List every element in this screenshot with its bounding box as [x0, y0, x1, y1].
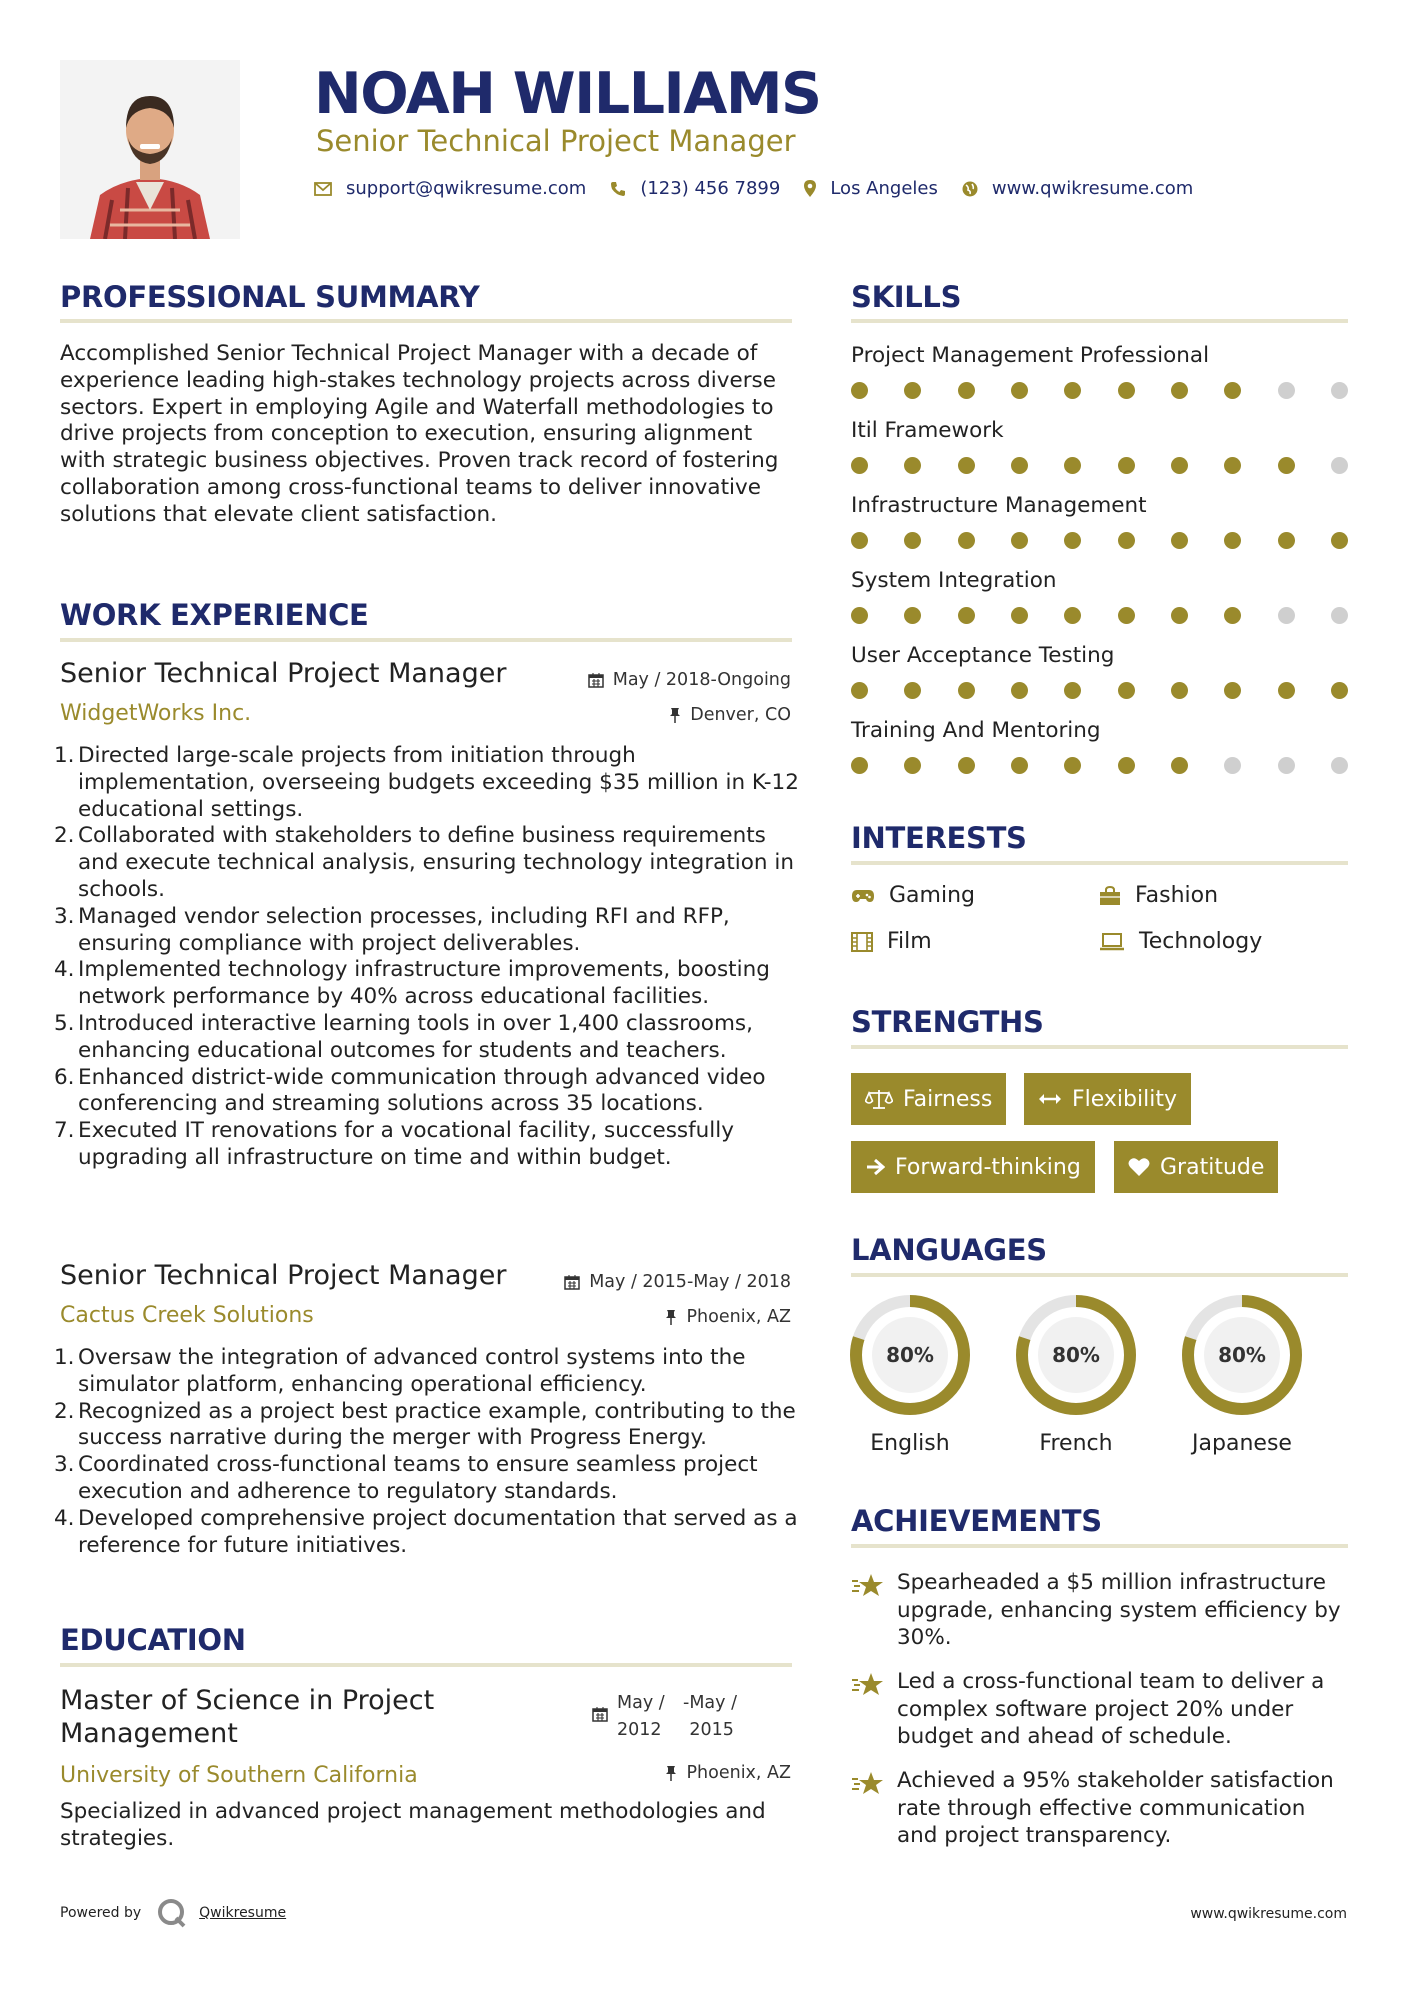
job-dates [564, 1272, 791, 1292]
company-name: WidgetWorks Inc. [60, 701, 252, 726]
date-separator-dash: - [683, 1693, 690, 1713]
rating-dot-filled [1118, 457, 1135, 474]
rating-dot-filled [958, 757, 975, 774]
list-item: 2. Recognized as a project best practice example, contributing to the success narrative during the merger with Progress Energy. [54, 1398, 796, 1451]
rating-dot-filled [1224, 607, 1241, 624]
list-item: 6. Enhanced district-wide communication through advanced video conferencing and streaming solutions across 35 locations. [54, 1064, 766, 1117]
rating-dot-filled [1118, 682, 1135, 699]
candidate-name: NOAH WILLIAMS [314, 61, 821, 127]
rating-dot-filled [851, 457, 868, 474]
skill-rating [851, 456, 1348, 476]
rating-dot-filled [1224, 382, 1241, 399]
rating-dot-filled [1011, 457, 1028, 474]
education-heading: EDUCATION [60, 1623, 246, 1657]
rating-dot-empty [1278, 382, 1295, 399]
rating-dot-filled [851, 607, 868, 624]
rating-dot-empty [1278, 607, 1295, 624]
rating-dot-filled [1064, 682, 1081, 699]
star-icon [851, 1671, 885, 1699]
rating-dot-filled [958, 457, 975, 474]
strength-tag: Fairness [851, 1073, 1006, 1125]
rating-dot-empty [1331, 382, 1348, 399]
rating-dot-filled [1064, 457, 1081, 474]
location-text: Los Angeles [830, 178, 938, 199]
list-item: 1. Oversaw the integration of advanced control systems into the simulator platform, enhancing operational efficiency. [54, 1345, 746, 1397]
rating-dot-empty [1331, 457, 1348, 474]
company-name: Cactus Creek Solutions [60, 1303, 314, 1328]
rating-dot-filled [904, 382, 921, 399]
language-ring [1181, 1294, 1303, 1416]
contact-website[interactable] [962, 178, 1193, 199]
arrow-right-icon [865, 1158, 885, 1176]
achievements-heading: ACHIEVEMENTS [851, 1504, 1102, 1538]
job-title: Senior Technical Project Manager [60, 1260, 507, 1291]
rating-dot-filled [1331, 682, 1348, 699]
rating-dot-filled [1171, 532, 1188, 549]
rating-dot-filled [1171, 382, 1188, 399]
languages-divider [851, 1273, 1348, 1277]
rating-dot-filled [1171, 682, 1188, 699]
rating-dot-filled [851, 532, 868, 549]
star-icon [851, 1572, 885, 1600]
school-name: University of Southern California [60, 1763, 418, 1788]
calendar-icon [588, 672, 604, 688]
achievement-item: Led a cross-functional team to deliver a complex software project 20% under budget and ahead of schedule. [851, 1668, 1351, 1751]
interest-item: Film [851, 929, 932, 954]
job-dates-text: May / 2018-Ongoing [612, 670, 791, 690]
envelope-icon [314, 182, 332, 196]
summary-text: Accomplished Senior Technical Project Manager with a decade of experience leading high-stakes technology projects across diverse sectors. Expert in employing Agile and Waterfall methodologies to drive projects from conception to execution, ensuring alignment with strategic business objectives. Proven track record of fostering collaboration among cross-functional teams to deliver innovative solutions that elevate client satisfaction. [60, 341, 779, 527]
skill-name: Itil Framework [851, 418, 1004, 443]
rating-dot-filled [1011, 382, 1028, 399]
globe-icon [962, 181, 978, 197]
contact-bar [314, 178, 1217, 199]
education-end: May / 2015 [689, 1693, 737, 1740]
skill-name: Infrastructure Management [851, 493, 1147, 518]
pushpin-icon [669, 707, 681, 723]
skill-rating [851, 531, 1348, 551]
language-percent: 80% [886, 1343, 934, 1367]
rating-dot-filled [1118, 607, 1135, 624]
rating-dot-filled [1224, 457, 1241, 474]
education-location [665, 1763, 791, 1783]
scale-icon [865, 1088, 893, 1110]
interest-item: Fashion [1099, 883, 1218, 908]
rating-dot-filled [1011, 757, 1028, 774]
strength-tag: Forward-thinking [851, 1141, 1095, 1193]
interests-heading: INTERESTS [851, 821, 1027, 855]
rating-dot-filled [958, 532, 975, 549]
summary-divider [60, 319, 792, 323]
rating-dot-filled [1011, 682, 1028, 699]
rating-dot-filled [851, 757, 868, 774]
rating-dot-filled [1064, 757, 1081, 774]
language-percent: 80% [1218, 1343, 1266, 1367]
rating-dot-filled [1224, 532, 1241, 549]
list-item: 5. Introduced interactive learning tools in over 1,400 classrooms, enhancing educational outcomes for students and teachers. [54, 1010, 753, 1063]
phone-icon [610, 181, 626, 197]
education-dates [592, 1690, 745, 1744]
skill-name: System Integration [851, 568, 1057, 593]
rating-dot-filled [958, 682, 975, 699]
profile-photo [60, 60, 240, 239]
website-text: www.qwikresume.com [991, 178, 1194, 199]
rating-dot-filled [1064, 607, 1081, 624]
rating-dot-filled [904, 457, 921, 474]
list-item: 7. Executed IT renovations for a vocational facility, successfully upgrading all infrastructure on time and within budget. [54, 1118, 734, 1170]
email-text: support@qwikresume.com [346, 178, 587, 199]
map-pin-icon [804, 180, 816, 197]
job-location [669, 705, 791, 725]
rating-dot-empty [1331, 757, 1348, 774]
language-name: English [870, 1431, 950, 1456]
summary-heading: PROFESSIONAL SUMMARY [60, 280, 480, 314]
job-bullets [54, 1345, 800, 1559]
job-location-text: Denver, CO [690, 705, 791, 725]
language-ring [1015, 1294, 1137, 1416]
rating-dot-filled [1171, 757, 1188, 774]
strengths-heading: STRENGTHS [851, 1005, 1044, 1039]
candidate-title: Senior Technical Project Manager [316, 124, 796, 158]
rating-dot-empty [1278, 757, 1295, 774]
strength-tag: Gratitude [1114, 1141, 1278, 1193]
education-description: Specialized in advanced project management methodologies and strategies. [60, 1799, 766, 1851]
education-start: May / 2012 [617, 1693, 665, 1740]
language-name: French [1039, 1431, 1113, 1456]
job-location-text: Phoenix, AZ [686, 1307, 791, 1327]
achievements-divider [851, 1544, 1348, 1548]
gamepad-icon [851, 888, 875, 904]
rating-dot-filled [1118, 382, 1135, 399]
job-bullets [54, 743, 800, 1172]
rating-dot-filled [1278, 532, 1295, 549]
experience-heading: WORK EXPERIENCE [60, 598, 369, 632]
rating-dot-filled [1331, 532, 1348, 549]
rating-dot-filled [904, 607, 921, 624]
job-title: Senior Technical Project Manager [60, 658, 507, 689]
rating-dot-filled [1011, 532, 1028, 549]
rating-dot-filled [1224, 682, 1241, 699]
languages-heading: LANGUAGES [851, 1233, 1047, 1267]
rating-dot-filled [1064, 382, 1081, 399]
skill-rating [851, 606, 1348, 626]
rating-dot-filled [1118, 757, 1135, 774]
rating-dot-empty [1331, 607, 1348, 624]
rating-dot-filled [851, 382, 868, 399]
job-dates-text: May / 2015-May / 2018 [589, 1272, 791, 1292]
rating-dot-filled [904, 682, 921, 699]
contact-location [804, 178, 938, 199]
language-percent: 80% [1052, 1343, 1100, 1367]
skill-name: Project Management Professional [851, 343, 1210, 368]
qwikresume-link[interactable]: Qwikresume [199, 1905, 287, 1921]
qwikresume-logo-icon [157, 1898, 187, 1928]
skills-heading: SKILLS [851, 280, 962, 314]
list-item: 3. Coordinated cross-functional teams to ensure seamless project execution and adherence to regulatory standards. [54, 1452, 758, 1504]
skill-rating [851, 756, 1348, 776]
rating-dot-filled [1171, 457, 1188, 474]
rating-dot-filled [958, 382, 975, 399]
rating-dot-filled [1278, 457, 1295, 474]
achievement-item: Achieved a 95% stakeholder satisfaction rate through effective communication and project transparency. [851, 1767, 1351, 1850]
laptop-icon [1099, 933, 1125, 951]
rating-dot-filled [904, 757, 921, 774]
star-icon [851, 1770, 885, 1798]
rating-dot-filled [1278, 682, 1295, 699]
heart-icon [1128, 1157, 1150, 1177]
skill-name: User Acceptance Testing [851, 643, 1115, 668]
job-dates [588, 670, 791, 690]
pushpin-icon [665, 1765, 677, 1781]
calendar-icon [592, 1706, 608, 1722]
education-location-text: Phoenix, AZ [686, 1763, 791, 1783]
skill-name: Training And Mentoring [851, 718, 1101, 743]
experience-divider [60, 638, 792, 642]
list-item: 1. Directed large-scale projects from initiation through implementation, overseeing budgets exceeding $35 million in K-12 educational settings. [54, 743, 799, 822]
phone-text: (123) 456 7899 [640, 178, 781, 199]
arrows-horizontal-icon [1038, 1092, 1062, 1106]
rating-dot-filled [1171, 607, 1188, 624]
rating-dot-filled [1064, 532, 1081, 549]
rating-dot-filled [1011, 607, 1028, 624]
bag-icon [1099, 886, 1121, 906]
list-item: 4. Implemented technology infrastructure improvements, boosting network performance by 40% across educational facilities. [54, 957, 770, 1010]
powered-by-label: Powered by [60, 1905, 142, 1921]
language-name: Japanese [1192, 1431, 1292, 1456]
achievement-item: Spearheaded a $5 million infrastructure upgrade, enhancing system efficiency by 30%. [851, 1569, 1351, 1652]
film-icon [851, 932, 873, 952]
degree-name: Master of Science in Project Management [60, 1685, 435, 1749]
footer-website[interactable]: www.qwikresume.com [1190, 1906, 1347, 1922]
interests-divider [851, 861, 1348, 865]
contact-phone[interactable] [610, 178, 780, 199]
interest-item: Gaming [851, 883, 975, 908]
rating-dot-empty [1224, 757, 1241, 774]
education-divider [60, 1663, 792, 1667]
interest-item: Technology [1099, 929, 1262, 954]
footer-powered-by [60, 1898, 286, 1928]
strengths-divider [851, 1045, 1348, 1049]
rating-dot-filled [904, 532, 921, 549]
rating-dot-filled [851, 682, 868, 699]
strength-tag: Flexibility [1024, 1073, 1191, 1125]
list-item: 4. Developed comprehensive project documentation that served as a reference for future initiatives. [54, 1505, 798, 1558]
calendar-icon [564, 1274, 580, 1290]
rating-dot-filled [1118, 532, 1135, 549]
skill-rating [851, 381, 1348, 401]
list-item: 2. Collaborated with stakeholders to define business requirements and execute technical analysis, ensuring technology integration in schools. [54, 823, 794, 902]
pushpin-icon [665, 1309, 677, 1325]
job-location [665, 1307, 791, 1327]
skills-divider [851, 319, 1348, 323]
skill-rating [851, 681, 1348, 701]
language-ring [849, 1294, 971, 1416]
contact-email[interactable] [314, 178, 586, 199]
list-item: 3. Managed vendor selection processes, including RFI and RFP, ensuring compliance with project deliverables. [54, 903, 730, 956]
rating-dot-filled [958, 607, 975, 624]
